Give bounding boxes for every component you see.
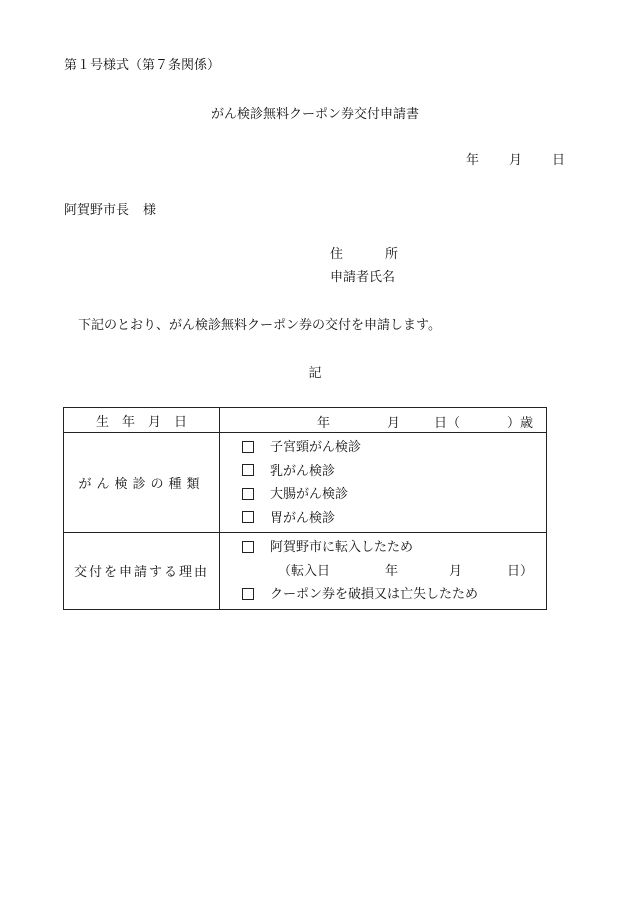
exam-type-options xyxy=(220,433,547,533)
birth-year-label: 年 xyxy=(317,416,331,431)
moved-in-date-open: （転入日 xyxy=(278,563,331,579)
exam-option-stomach[interactable] xyxy=(220,507,546,531)
option-label: 阿賀野市に転入したため xyxy=(270,540,414,555)
checkbox-icon[interactable] xyxy=(242,511,254,523)
address-label-part1: 住 xyxy=(330,247,344,262)
birthdate-field[interactable] xyxy=(220,408,547,433)
option-label: 大腸がん検診 xyxy=(270,487,349,502)
moved-in-month-label: 月 xyxy=(449,563,463,579)
addressee-honorific: 様 xyxy=(143,203,157,218)
date-month-label: 月 xyxy=(509,153,523,168)
addressee xyxy=(64,203,156,219)
birth-month-label: 月 xyxy=(387,416,401,431)
exam-type-label-cell xyxy=(64,433,220,533)
moved-in-date-field[interactable] xyxy=(220,560,546,584)
addressee-name: 阿賀野市長 xyxy=(64,203,130,218)
moved-in-day-label: 日） xyxy=(507,563,534,579)
application-table xyxy=(63,407,547,610)
address-label xyxy=(330,247,398,263)
option-label: 胃がん検診 xyxy=(270,510,336,526)
date-day-label: 日 xyxy=(552,153,566,168)
checkbox-icon[interactable] xyxy=(242,588,254,600)
reason-options xyxy=(220,533,547,610)
address-label-part2: 所 xyxy=(385,247,399,262)
exam-option-breast[interactable] xyxy=(220,460,546,484)
age-label: ）歳 xyxy=(507,416,534,431)
moved-in-year-label: 年 xyxy=(385,563,399,579)
option-label: 乳がん検診 xyxy=(270,463,336,479)
date-year-label: 年 xyxy=(466,153,480,168)
exam-option-colorectal[interactable] xyxy=(220,483,546,507)
exam-option-cervical[interactable] xyxy=(220,436,546,460)
document-title: がん検診無料クーポン券交付申請書 xyxy=(210,107,419,122)
birthdate-label: 生 年 月 日 xyxy=(95,414,187,430)
checkbox-icon[interactable] xyxy=(242,488,254,500)
checkbox-icon[interactable] xyxy=(242,541,254,553)
birthdate-row xyxy=(64,408,547,433)
birthdate-label-cell xyxy=(64,408,220,433)
reason-option-damaged-lost[interactable] xyxy=(220,583,546,607)
checkbox-icon[interactable] xyxy=(242,441,254,453)
option-label: 子宮頸がん検診 xyxy=(270,440,362,455)
option-label: クーポン券を破損又は亡失したため xyxy=(270,587,479,602)
form-number: 第１号様式（第７条関係） xyxy=(64,58,221,73)
date-line xyxy=(466,153,565,169)
body-text: 下記のとおり、がん検診無料クーポン券の交付を申請します。 xyxy=(78,318,441,333)
birth-day-label: 日（ xyxy=(434,416,461,431)
reason-row xyxy=(64,533,547,610)
reason-label-cell xyxy=(64,533,220,610)
applicant-name-label: 申請者氏名 xyxy=(330,270,396,285)
checkbox-icon[interactable] xyxy=(242,464,254,476)
exam-type-row xyxy=(64,433,547,533)
reason-label: 交付を申請する理由 xyxy=(73,565,209,581)
ki-label: 記 xyxy=(308,366,322,381)
exam-type-label: がん検診の種類 xyxy=(78,477,205,492)
reason-option-moved-in[interactable] xyxy=(220,536,546,560)
